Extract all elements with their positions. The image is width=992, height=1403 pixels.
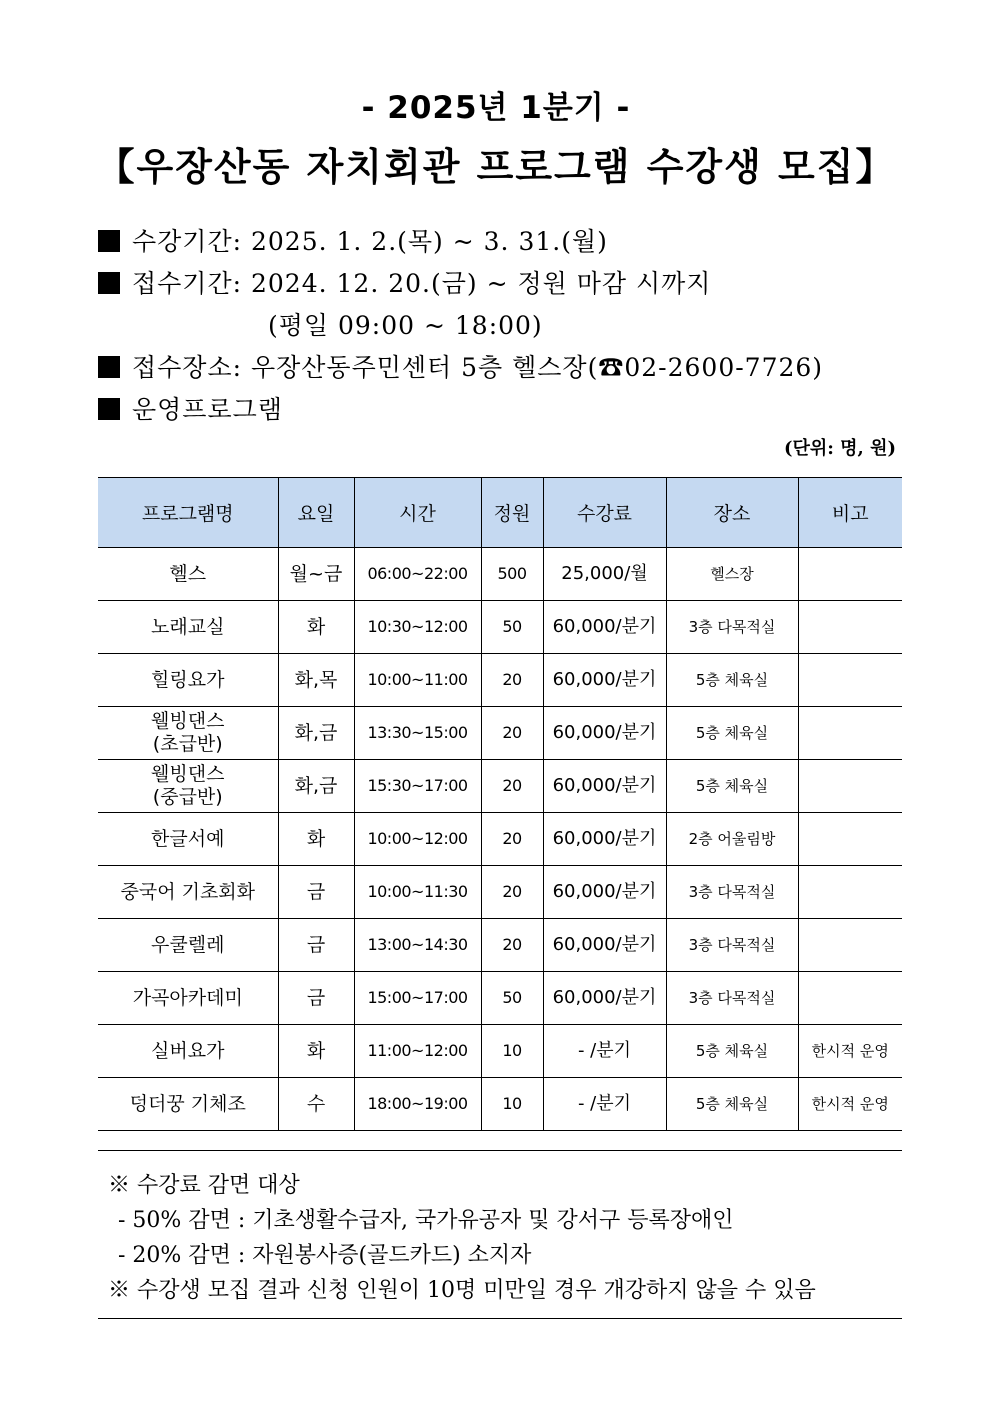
cell-time: 10:00~11:30 — [354, 866, 481, 919]
cell-time: 11:00~12:00 — [354, 1025, 481, 1078]
info-place — [98, 348, 823, 384]
cell-name-sub: (중급반) — [152, 786, 223, 808]
cell-fee: 60,000/분기 — [543, 972, 666, 1025]
table-row — [98, 919, 902, 972]
cell-fee: 60,000/분기 — [543, 866, 666, 919]
table-row — [98, 1025, 902, 1078]
cell-fee: 60,000/분기 — [543, 707, 666, 760]
program-table — [98, 477, 902, 1131]
cell-name: 힐링요가 — [98, 654, 278, 707]
cell-day: 화,목 — [278, 654, 354, 707]
cell-place: 5층 체육실 — [666, 654, 798, 707]
cell-name-main: 웰빙댄스 — [151, 710, 225, 733]
table-row — [98, 866, 902, 919]
cell-time: 13:00~14:30 — [354, 919, 481, 972]
table-row — [98, 813, 902, 866]
cell-day: 화,금 — [278, 707, 354, 760]
cell-note — [798, 707, 902, 760]
note-minimum-enrollment: ※ 수강생 모집 결과 신청 인원이 10명 미만일 경우 개강하지 않을 수 있음 — [108, 1278, 816, 1303]
square-bullet-icon — [98, 398, 120, 420]
reception-label: 접수기간: — [132, 269, 243, 298]
table-row — [98, 654, 902, 707]
table-row — [98, 707, 902, 760]
cell-capacity: 50 — [481, 601, 543, 654]
cell-name — [98, 760, 278, 813]
cell-fee: 60,000/분기 — [543, 813, 666, 866]
header-program-name: 프로그램명 — [98, 478, 278, 548]
divider-bottom — [98, 1318, 902, 1319]
cell-place: 3층 다목적실 — [666, 601, 798, 654]
cell-name: 덩더꿍 기체조 — [98, 1078, 278, 1131]
cell-name — [98, 707, 278, 760]
place-value: 우장산동주민센터 5층 헬스장(☎02-2600-7726) — [250, 353, 824, 382]
cell-day: 금 — [278, 972, 354, 1025]
cell-day: 화,금 — [278, 760, 354, 813]
cell-day: 금 — [278, 866, 354, 919]
cell-fee: 60,000/분기 — [543, 760, 666, 813]
cell-name: 중국어 기초회화 — [98, 866, 278, 919]
table-header-row — [98, 478, 902, 548]
title-line2: 【우장산동 자치회관 프로그램 수강생 모집】 — [96, 145, 896, 189]
cell-name-main: 웰빙댄스 — [151, 763, 225, 786]
cell-time: 10:30~12:00 — [354, 601, 481, 654]
square-bullet-icon — [98, 230, 120, 252]
cell-day: 화 — [278, 601, 354, 654]
cell-capacity: 20 — [481, 760, 543, 813]
cell-note: 한시적 운영 — [798, 1025, 902, 1078]
cell-fee: 25,000/월 — [543, 548, 666, 601]
cell-day: 화 — [278, 813, 354, 866]
unit-note: (단위: 명, 원) — [783, 438, 896, 459]
cell-name: 가곡아카데미 — [98, 972, 278, 1025]
cell-capacity: 20 — [481, 866, 543, 919]
header-day: 요일 — [278, 478, 354, 548]
cell-fee: 60,000/분기 — [543, 654, 666, 707]
info-period — [98, 222, 608, 258]
cell-place: 헬스장 — [666, 548, 798, 601]
cell-note — [798, 760, 902, 813]
cell-capacity: 20 — [481, 654, 543, 707]
table-row — [98, 548, 902, 601]
cell-time: 15:30~17:00 — [354, 760, 481, 813]
cell-note — [798, 654, 902, 707]
period-label: 수강기간: — [132, 227, 243, 256]
cell-note — [798, 919, 902, 972]
header-capacity: 정원 — [481, 478, 543, 548]
cell-time: 15:00~17:00 — [354, 972, 481, 1025]
cell-note — [798, 601, 902, 654]
cell-time: 06:00~22:00 — [354, 548, 481, 601]
divider-top — [98, 1150, 902, 1151]
cell-place: 3층 다목적실 — [666, 866, 798, 919]
cell-time: 10:00~11:00 — [354, 654, 481, 707]
period-value: 2025. 1. 2.(목) ~ 3. 31.(월) — [250, 227, 608, 256]
cell-place: 5층 체육실 — [666, 707, 798, 760]
cell-note — [798, 813, 902, 866]
cell-place: 5층 체육실 — [666, 1025, 798, 1078]
cell-place: 3층 다목적실 — [666, 919, 798, 972]
cell-day: 금 — [278, 919, 354, 972]
cell-capacity: 500 — [481, 548, 543, 601]
cell-fee: 60,000/분기 — [543, 601, 666, 654]
cell-note — [798, 972, 902, 1025]
cell-capacity: 10 — [481, 1078, 543, 1131]
cell-day: 화 — [278, 1025, 354, 1078]
info-programs — [98, 390, 283, 426]
cell-name: 노래교실 — [98, 601, 278, 654]
programs-label: 운영프로그램 — [132, 395, 283, 424]
header-note: 비고 — [798, 478, 902, 548]
cell-time: 10:00~12:00 — [354, 813, 481, 866]
cell-capacity: 50 — [481, 972, 543, 1025]
cell-day: 수 — [278, 1078, 354, 1131]
cell-fee: - /분기 — [543, 1025, 666, 1078]
note-discount-50: - 50% 감면 : 기초생활수급자, 국가유공자 및 강서구 등록장애인 — [118, 1208, 734, 1233]
header-place: 장소 — [666, 478, 798, 548]
cell-name-sub: (초급반) — [152, 733, 223, 755]
square-bullet-icon — [98, 356, 120, 378]
notes-section — [108, 1168, 816, 1308]
cell-fee: - /분기 — [543, 1078, 666, 1131]
reception-hours: (평일 09:00 ~ 18:00) — [268, 311, 543, 340]
table-row — [98, 972, 902, 1025]
cell-time: 18:00~19:00 — [354, 1078, 481, 1131]
cell-capacity: 10 — [481, 1025, 543, 1078]
cell-fee: 60,000/분기 — [543, 919, 666, 972]
cell-name: 실버요가 — [98, 1025, 278, 1078]
cell-name: 한글서예 — [98, 813, 278, 866]
header-time: 시간 — [354, 478, 481, 548]
title-line1: - 2025년 1분기 - — [361, 90, 631, 126]
cell-place: 5층 체육실 — [666, 1078, 798, 1131]
note-discount-20: - 20% 감면 : 자원봉사증(골드카드) 소지자 — [118, 1243, 532, 1268]
square-bullet-icon — [98, 272, 120, 294]
cell-name: 우쿨렐레 — [98, 919, 278, 972]
table-row — [98, 760, 902, 813]
cell-place: 2층 어울림방 — [666, 813, 798, 866]
header-fee: 수강료 — [543, 478, 666, 548]
cell-capacity: 20 — [481, 707, 543, 760]
cell-time: 13:30~15:00 — [354, 707, 481, 760]
cell-note — [798, 548, 902, 601]
cell-place: 5층 체육실 — [666, 760, 798, 813]
table-row — [98, 601, 902, 654]
cell-place: 3층 다목적실 — [666, 972, 798, 1025]
cell-note — [798, 866, 902, 919]
info-reception — [98, 264, 711, 300]
note-discount-title: ※ 수강료 감면 대상 — [108, 1173, 300, 1198]
cell-capacity: 20 — [481, 919, 543, 972]
reception-value: 2024. 12. 20.(금) ~ 정원 마감 시까지 — [250, 269, 712, 298]
cell-day: 월~금 — [278, 548, 354, 601]
cell-name: 헬스 — [98, 548, 278, 601]
cell-note: 한시적 운영 — [798, 1078, 902, 1131]
cell-capacity: 20 — [481, 813, 543, 866]
place-label: 접수장소: — [132, 353, 243, 382]
table-row — [98, 1078, 902, 1131]
